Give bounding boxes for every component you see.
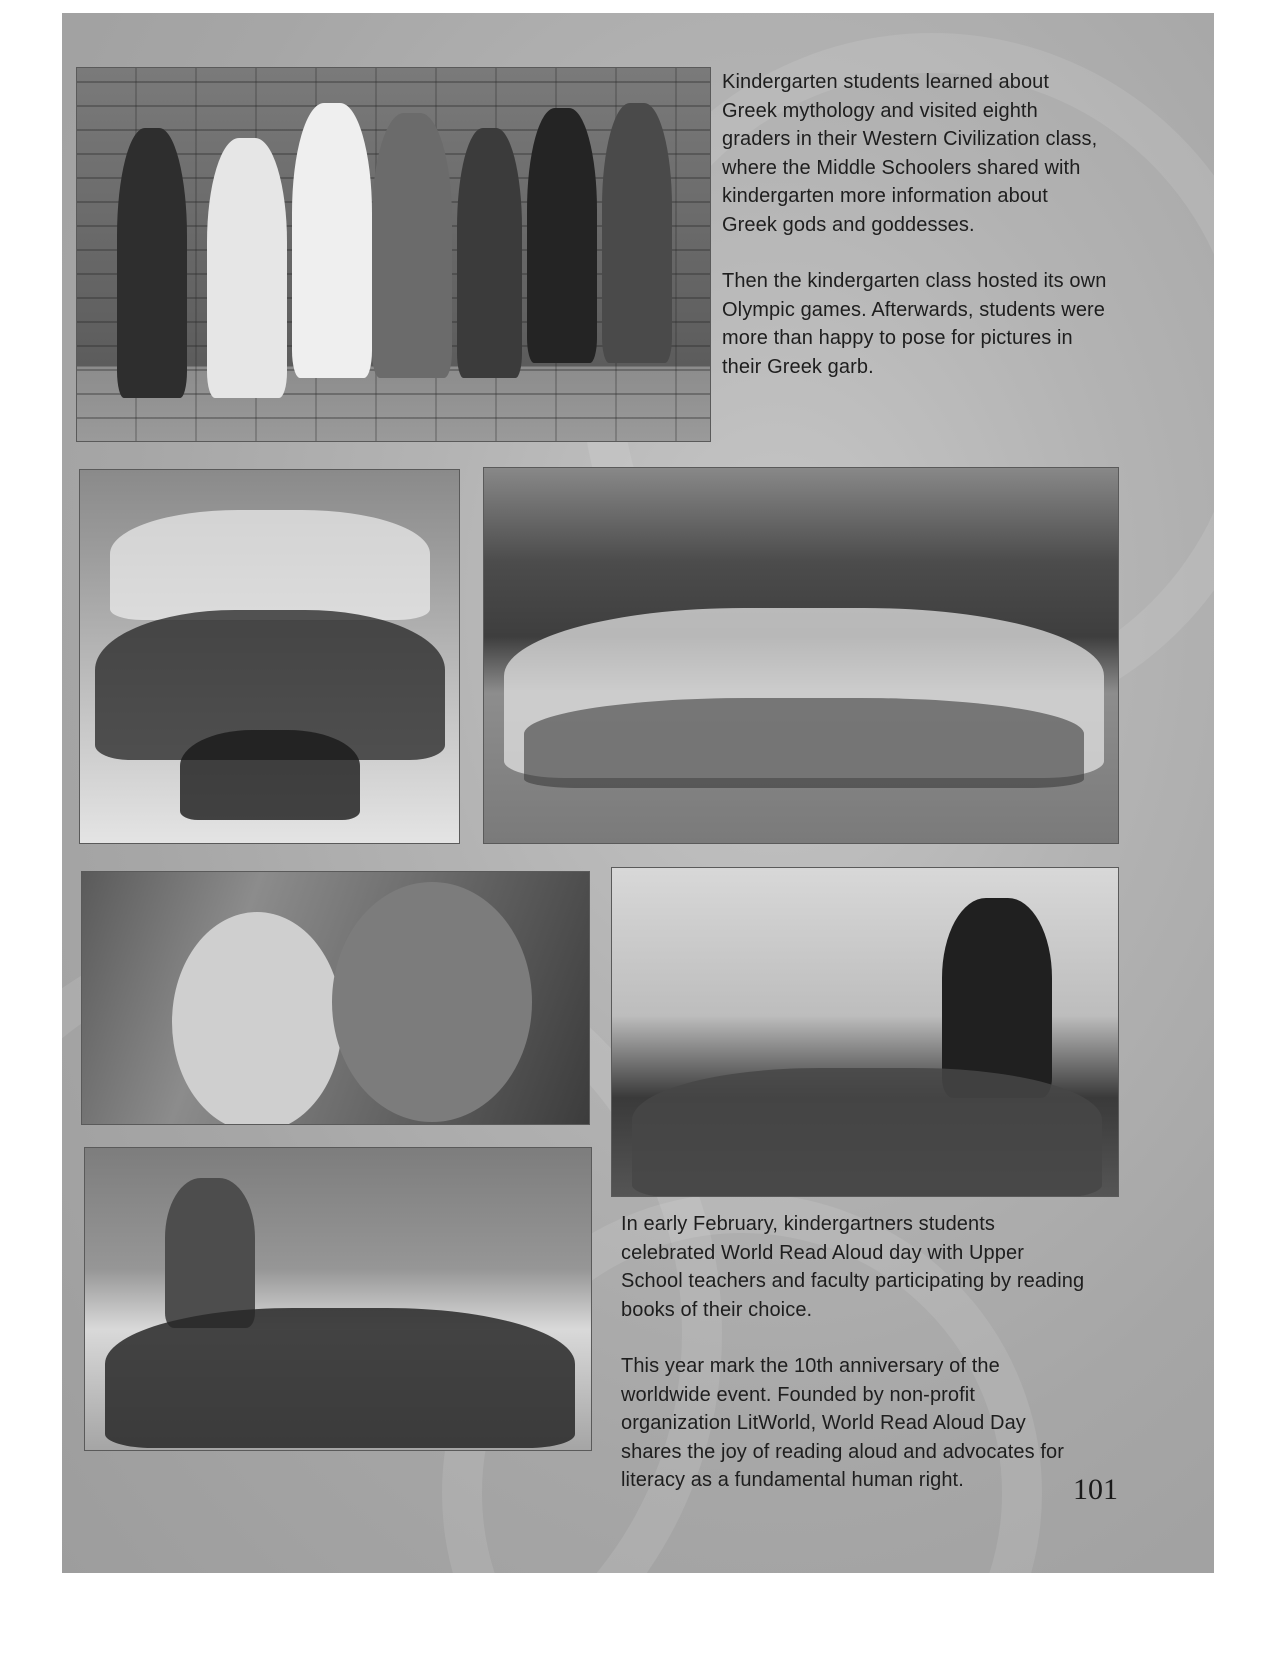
caption-greek-paragraph-1: Kindergarten students learned about Greek mythology and visited eighth graders in their Western Civilization class, where the Middle Schoolers shared with kindergarten more information about Greek gods and goddesses. <box>722 71 1098 236</box>
caption-greek-mythology <box>722 68 1107 409</box>
page-number: 101 <box>1073 1473 1118 1506</box>
photo-classroom-group <box>80 470 459 843</box>
photo-outdoor-group <box>484 468 1118 843</box>
caption-read-paragraph-1: In early February, kindergartners students celebrated World Read Aloud day with Upper School teachers and faculty participating by reading books of their choice. <box>621 1213 1085 1321</box>
caption-greek-paragraph-2: Then the kindergarten class hosted its own Olympic games. Afterwards, students were more than happy to pose for pictures in their Greek garb. <box>722 270 1107 378</box>
photo-reading-circle <box>85 1148 591 1450</box>
photo-smiling-children <box>82 872 589 1124</box>
caption-read-paragraph-2: This year mark the 10th anniversary of the worldwide event. Founded by non-profit organization LitWorld, World Read Aloud Day shares the joy of reading aloud and advocates for literacy as a fundamental human right. <box>621 1355 1064 1491</box>
caption-world-read-aloud <box>621 1210 1086 1523</box>
photo-kids-greek-costumes <box>77 68 710 441</box>
photo-teacher-reading <box>612 868 1118 1196</box>
